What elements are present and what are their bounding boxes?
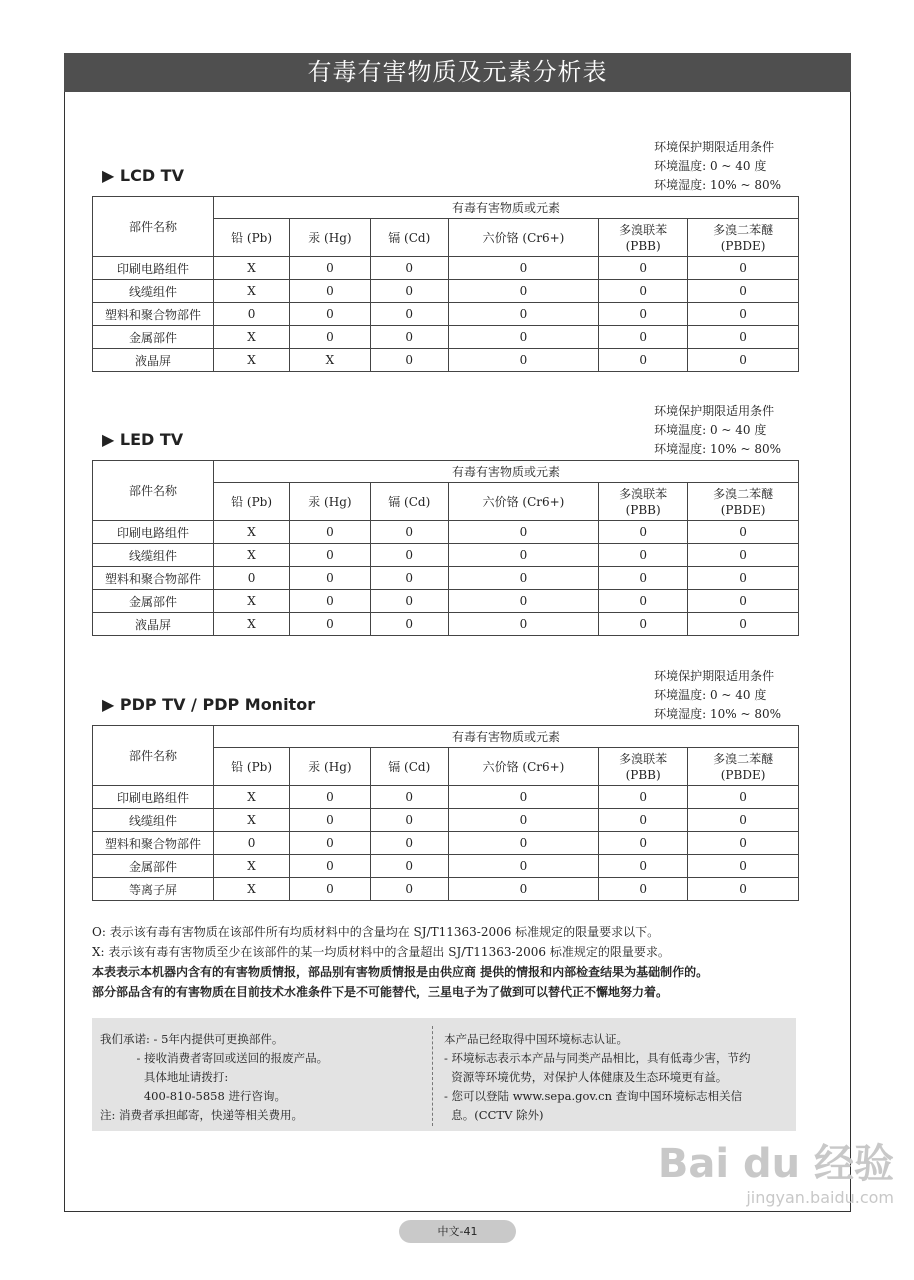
- value-cell: 0: [448, 855, 598, 878]
- substance-name: 多溴二苯醚: [713, 751, 774, 766]
- table-row: [93, 567, 799, 590]
- value-cell: 0: [688, 257, 799, 280]
- value-cell: X: [214, 786, 290, 809]
- value-cell: X: [214, 590, 290, 613]
- promise-left: [100, 1030, 328, 1125]
- watermark-brand: Bai du 经验: [657, 1141, 894, 1187]
- part-cell: 线缆组件: [93, 809, 214, 832]
- value-cell: 0: [214, 832, 290, 855]
- condition-line: 环境温度: 0 ~ 40 度: [654, 688, 767, 702]
- table-row: [93, 590, 799, 613]
- substance-name: 铅 (Pb): [231, 230, 273, 245]
- value-cell: 0: [599, 544, 688, 567]
- value-cell: 0: [688, 544, 799, 567]
- conditions: [654, 667, 781, 724]
- table-row: [93, 832, 799, 855]
- value-cell: 0: [290, 855, 370, 878]
- table-row: [93, 878, 799, 901]
- value-cell: 0: [290, 257, 370, 280]
- value-cell: 0: [290, 544, 370, 567]
- value-cell: X: [214, 613, 290, 636]
- promise-right-line: - 您可以登陆 www.sepa.gov.cn 查询中国环境标志相关信: [444, 1089, 743, 1103]
- value-cell: 0: [688, 326, 799, 349]
- value-cell: 0: [448, 567, 598, 590]
- substance-header: [290, 483, 370, 521]
- promise-right-line: - 环境标志表示本产品与同类产品相比，具有低毒少害，节约: [444, 1051, 751, 1065]
- substance-header: [448, 483, 598, 521]
- value-cell: 0: [370, 590, 448, 613]
- substance-header: [688, 748, 799, 786]
- substance-header: [290, 748, 370, 786]
- part-cell: 金属部件: [93, 326, 214, 349]
- condition-line: 环境温度: 0 ~ 40 度: [654, 423, 767, 437]
- value-cell: 0: [599, 613, 688, 636]
- substance-name: 六价铬 (Cr6+): [482, 230, 565, 245]
- value-cell: X: [214, 855, 290, 878]
- table-row: [93, 257, 799, 280]
- substance-name: 多溴联苯: [619, 222, 668, 237]
- table-row: [93, 613, 799, 636]
- promise-left-line: - 接收消费者寄回或送回的报废产品。: [100, 1051, 329, 1065]
- value-cell: 0: [448, 349, 598, 372]
- group-header: 有毒有害物质或元素: [214, 197, 799, 219]
- value-cell: 0: [599, 590, 688, 613]
- value-cell: X: [214, 326, 290, 349]
- value-cell: 0: [370, 809, 448, 832]
- value-cell: 0: [214, 567, 290, 590]
- table-row: [93, 786, 799, 809]
- value-cell: 0: [370, 544, 448, 567]
- section-title: ▶ LED TV: [102, 430, 184, 449]
- notes: [92, 922, 812, 1002]
- table-row: [93, 280, 799, 303]
- part-name-header: 部件名称: [93, 726, 214, 786]
- table-row: [93, 349, 799, 372]
- condition-line: 环境温度: 0 ~ 40 度: [654, 159, 767, 173]
- value-cell: 0: [599, 855, 688, 878]
- substance-abbr: (PBB): [625, 238, 661, 253]
- value-cell: 0: [448, 280, 598, 303]
- promise-left-line: 我们承诺: - 5年内提供可更换部件。: [100, 1032, 284, 1046]
- substance-name: 汞 (Hg): [308, 230, 352, 245]
- substance-header: [290, 219, 370, 257]
- value-cell: 0: [599, 257, 688, 280]
- table-row: [93, 326, 799, 349]
- substance-abbr: (PBDE): [720, 238, 766, 253]
- substance-header: [370, 748, 448, 786]
- table-row: [93, 521, 799, 544]
- part-cell: 印刷电路组件: [93, 521, 214, 544]
- value-cell: 0: [448, 544, 598, 567]
- promise-right: [444, 1030, 751, 1125]
- part-cell: 金属部件: [93, 590, 214, 613]
- condition-line: 环境保护期限适用条件: [654, 404, 775, 418]
- value-cell: 0: [290, 832, 370, 855]
- value-cell: 0: [290, 280, 370, 303]
- part-cell: 印刷电路组件: [93, 257, 214, 280]
- value-cell: 0: [688, 613, 799, 636]
- value-cell: 0: [448, 303, 598, 326]
- value-cell: 0: [599, 878, 688, 901]
- table-row: [93, 855, 799, 878]
- value-cell: 0: [688, 590, 799, 613]
- value-cell: X: [290, 349, 370, 372]
- promise-left-line: 注: 消费者承担邮寄，快递等相关费用。: [100, 1108, 304, 1122]
- note-substitute: 部分部品含有的有害物质在目前技术水准条件下是不可能替代，三星电子为了做到可以替代正不懈地努力着。: [92, 985, 669, 999]
- part-cell: 印刷电路组件: [93, 786, 214, 809]
- substance-header: [370, 483, 448, 521]
- value-cell: 0: [448, 832, 598, 855]
- substance-name: 汞 (Hg): [308, 759, 352, 774]
- value-cell: 0: [370, 303, 448, 326]
- value-cell: 0: [688, 280, 799, 303]
- substance-header: [214, 748, 290, 786]
- value-cell: 0: [370, 567, 448, 590]
- value-cell: 0: [688, 349, 799, 372]
- substance-table: [92, 725, 799, 901]
- substance-header: [599, 219, 688, 257]
- condition-line: 环境保护期限适用条件: [654, 669, 775, 683]
- part-cell: 等离子屏: [93, 878, 214, 901]
- substance-name: 铅 (Pb): [231, 494, 273, 509]
- value-cell: 0: [214, 303, 290, 326]
- substance-header: [599, 748, 688, 786]
- value-cell: 0: [599, 521, 688, 544]
- value-cell: 0: [290, 303, 370, 326]
- value-cell: 0: [290, 809, 370, 832]
- page-number: 中文-41: [399, 1220, 516, 1243]
- substance-abbr: (PBB): [625, 502, 661, 517]
- value-cell: 0: [290, 521, 370, 544]
- value-cell: 0: [688, 878, 799, 901]
- conditions: [654, 402, 781, 459]
- value-cell: 0: [448, 786, 598, 809]
- value-cell: 0: [688, 303, 799, 326]
- promise-divider: [432, 1026, 433, 1126]
- promise-right-line: 息。(CCTV 除外): [444, 1108, 544, 1122]
- substance-header: [688, 483, 799, 521]
- table-row: [93, 303, 799, 326]
- conditions: [654, 138, 781, 195]
- value-cell: X: [214, 521, 290, 544]
- value-cell: 0: [599, 786, 688, 809]
- substance-name: 镉 (Cd): [388, 759, 431, 774]
- part-cell: 塑料和聚合物部件: [93, 832, 214, 855]
- value-cell: 0: [688, 855, 799, 878]
- substance-abbr: (PBDE): [720, 502, 766, 517]
- value-cell: 0: [448, 590, 598, 613]
- value-cell: 0: [290, 590, 370, 613]
- part-name-header: 部件名称: [93, 461, 214, 521]
- value-cell: 0: [370, 521, 448, 544]
- value-cell: 0: [599, 349, 688, 372]
- value-cell: X: [214, 809, 290, 832]
- part-name-header: 部件名称: [93, 197, 214, 257]
- promise-box: [92, 1018, 796, 1131]
- group-header: 有毒有害物质或元素: [214, 726, 799, 748]
- value-cell: 0: [599, 832, 688, 855]
- value-cell: 0: [448, 326, 598, 349]
- substance-name: 六价铬 (Cr6+): [482, 759, 565, 774]
- value-cell: 0: [290, 613, 370, 636]
- substance-table: [92, 196, 799, 372]
- value-cell: 0: [448, 878, 598, 901]
- part-cell: 塑料和聚合物部件: [93, 303, 214, 326]
- value-cell: 0: [290, 567, 370, 590]
- substance-header: [448, 219, 598, 257]
- substance-table: [92, 460, 799, 636]
- note-info: 本表表示本机器内含有的有害物质情报，部品别有害物质情报是由供应商 提供的情报和内部检查结果为基础制作的。: [92, 965, 709, 979]
- value-cell: 0: [370, 855, 448, 878]
- value-cell: 0: [370, 349, 448, 372]
- substance-name: 六价铬 (Cr6+): [482, 494, 565, 509]
- value-cell: 0: [448, 257, 598, 280]
- note-o: O: 表示该有毒有害物质在该部件所有均质材料中的含量均在 SJ/T11363-2006 标准规定的限量要求以下。: [92, 925, 660, 939]
- value-cell: X: [214, 878, 290, 901]
- value-cell: 0: [688, 809, 799, 832]
- note-x: X: 表示该有毒有害物质至少在该部件的某一均质材料中的含量超出 SJ/T11363-2006 标准规定的限量要求。: [92, 945, 670, 959]
- value-cell: 0: [290, 878, 370, 901]
- substance-name: 多溴二苯醚: [713, 486, 774, 501]
- substance-header: [214, 483, 290, 521]
- promise-left-line: 400-810-5858 进行咨询。: [100, 1089, 286, 1103]
- substance-header: [688, 219, 799, 257]
- substance-name: 多溴联苯: [619, 486, 668, 501]
- value-cell: 0: [448, 521, 598, 544]
- value-cell: 0: [448, 613, 598, 636]
- value-cell: 0: [370, 326, 448, 349]
- value-cell: 0: [688, 521, 799, 544]
- watermark: [658, 1140, 894, 1207]
- value-cell: X: [214, 349, 290, 372]
- promise-right-line: 本产品已经取得中国环境标志认证。: [444, 1032, 628, 1046]
- condition-line: 环境湿度: 10% ~ 80%: [654, 707, 781, 721]
- watermark-url: jingyan.baidu.com: [746, 1188, 894, 1207]
- value-cell: 0: [448, 809, 598, 832]
- part-cell: 液晶屏: [93, 613, 214, 636]
- value-cell: 0: [599, 280, 688, 303]
- substance-abbr: (PBDE): [720, 767, 766, 782]
- part-cell: 金属部件: [93, 855, 214, 878]
- substance-name: 多溴联苯: [619, 751, 668, 766]
- substance-name: 镉 (Cd): [388, 230, 431, 245]
- table-row: [93, 544, 799, 567]
- condition-line: 环境湿度: 10% ~ 80%: [654, 178, 781, 192]
- table-row: [93, 809, 799, 832]
- value-cell: 0: [370, 878, 448, 901]
- value-cell: 0: [370, 280, 448, 303]
- substance-name: 多溴二苯醚: [713, 222, 774, 237]
- section-title: ▶ LCD TV: [102, 166, 184, 185]
- substance-name: 汞 (Hg): [308, 494, 352, 509]
- part-cell: 线缆组件: [93, 280, 214, 303]
- substance-header: [448, 748, 598, 786]
- value-cell: 0: [599, 303, 688, 326]
- value-cell: 0: [290, 326, 370, 349]
- substance-header: [370, 219, 448, 257]
- section-title: ▶ PDP TV / PDP Monitor: [102, 695, 316, 714]
- condition-line: 环境湿度: 10% ~ 80%: [654, 442, 781, 456]
- substance-header: [214, 219, 290, 257]
- part-cell: 线缆组件: [93, 544, 214, 567]
- promise-right-line: 资源等环境优势，对保护人体健康及生态环境更有益。: [444, 1070, 728, 1084]
- value-cell: 0: [688, 567, 799, 590]
- substance-name: 镉 (Cd): [388, 494, 431, 509]
- value-cell: 0: [688, 832, 799, 855]
- value-cell: 0: [599, 567, 688, 590]
- substance-abbr: (PBB): [625, 767, 661, 782]
- value-cell: 0: [370, 613, 448, 636]
- group-header: 有毒有害物质或元素: [214, 461, 799, 483]
- part-cell: 塑料和聚合物部件: [93, 567, 214, 590]
- value-cell: 0: [599, 326, 688, 349]
- value-cell: X: [214, 280, 290, 303]
- substance-header: [599, 483, 688, 521]
- condition-line: 环境保护期限适用条件: [654, 140, 775, 154]
- value-cell: 0: [599, 809, 688, 832]
- part-cell: 液晶屏: [93, 349, 214, 372]
- value-cell: X: [214, 257, 290, 280]
- value-cell: 0: [290, 786, 370, 809]
- value-cell: 0: [370, 257, 448, 280]
- value-cell: 0: [370, 832, 448, 855]
- value-cell: X: [214, 544, 290, 567]
- value-cell: 0: [688, 786, 799, 809]
- page-title: 有毒有害物质及元素分析表: [64, 53, 851, 92]
- promise-left-line: 具体地址请拨打:: [100, 1070, 229, 1084]
- substance-name: 铅 (Pb): [231, 759, 273, 774]
- value-cell: 0: [370, 786, 448, 809]
